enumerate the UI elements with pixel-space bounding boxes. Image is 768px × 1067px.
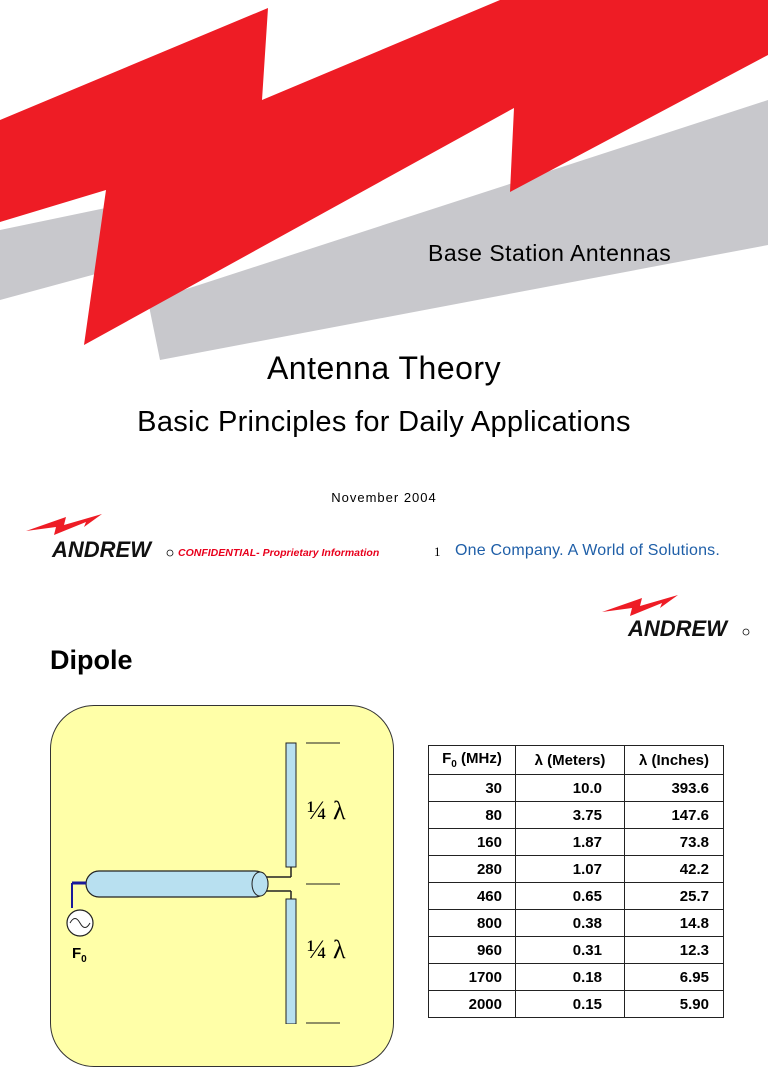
cell-meters: 0.15 (516, 991, 625, 1018)
cell-inches: 73.8 (625, 829, 724, 856)
cell-frequency: 2000 (429, 991, 516, 1018)
cell-inches: 14.8 (625, 910, 724, 937)
cell-inches: 42.2 (625, 856, 724, 883)
tagline: One Company. A World of Solutions. (455, 542, 721, 559)
header-wavelength-inches: λ (Inches) (625, 746, 724, 775)
lightning-banner (0, 0, 768, 360)
cell-inches: 393.6 (625, 775, 724, 802)
table-row (429, 856, 724, 883)
source-label: $F_0$ (72, 945, 87, 965)
logo-bolt-icon (26, 514, 102, 535)
cell-frequency: 960 (429, 937, 516, 964)
cell-meters: 0.38 (516, 910, 625, 937)
header-subtitle: Base Station Antennas (428, 240, 672, 266)
section-title: Dipole (50, 645, 133, 675)
wavelength-table (428, 745, 724, 1018)
andrew-logo (24, 513, 174, 563)
logo-wordmark: ANDREW (628, 616, 727, 641)
cell-frequency: 280 (429, 856, 516, 883)
cell-frequency: 460 (429, 883, 516, 910)
table-row (429, 964, 724, 991)
header-wavelength-meters: λ (Meters) (516, 746, 625, 775)
cell-inches: 147.6 (625, 802, 724, 829)
signal-source-icon (67, 910, 93, 936)
coax-cable (86, 871, 268, 897)
cell-inches: 5.90 (625, 991, 724, 1018)
slide-title: Antenna Theory (266, 350, 502, 386)
logo-wordmark: ANDREW (52, 537, 151, 562)
slide-subtitle: Basic Principles for Daily Applications (137, 406, 631, 438)
cell-meters: 1.87 (516, 829, 625, 856)
cell-inches: 25.7 (625, 883, 724, 910)
cell-meters: 1.07 (516, 856, 625, 883)
table-header-row (429, 746, 724, 775)
cell-meters: 0.18 (516, 964, 625, 991)
quarter-wave-label-upper: ¼ λ (307, 796, 346, 825)
dipole-upper-element (286, 743, 296, 867)
cell-frequency: 30 (429, 775, 516, 802)
cell-meters: 0.31 (516, 937, 625, 964)
cell-frequency: 800 (429, 910, 516, 937)
cell-inches: 6.95 (625, 964, 724, 991)
quarter-wave-label-lower: ¼ λ (307, 935, 346, 964)
andrew-logo-top-right (598, 594, 750, 642)
cell-inches: 12.3 (625, 937, 724, 964)
table-row (429, 910, 724, 937)
cell-frequency: 80 (429, 802, 516, 829)
table-row (429, 802, 724, 829)
dipole-diagram (50, 705, 395, 1024)
table-row (429, 775, 724, 802)
dipole-lower-element (286, 899, 296, 1024)
header-frequency: $F_0$ (MHz) (429, 746, 516, 775)
cell-meters: 0.65 (516, 883, 625, 910)
cell-meters: 10.0 (516, 775, 625, 802)
table-row (429, 883, 724, 910)
slide-date: November 2004 (331, 490, 437, 505)
cell-meters: 3.75 (516, 802, 625, 829)
confidential-notice: CONFIDENTIAL- Proprietary Information (178, 547, 380, 559)
cell-frequency: 1700 (429, 964, 516, 991)
table-row (429, 991, 724, 1018)
cell-frequency: 160 (429, 829, 516, 856)
table-row (429, 937, 724, 964)
table-row (429, 829, 724, 856)
logo-bolt-icon (602, 595, 678, 616)
page-number: 1 (434, 544, 441, 559)
